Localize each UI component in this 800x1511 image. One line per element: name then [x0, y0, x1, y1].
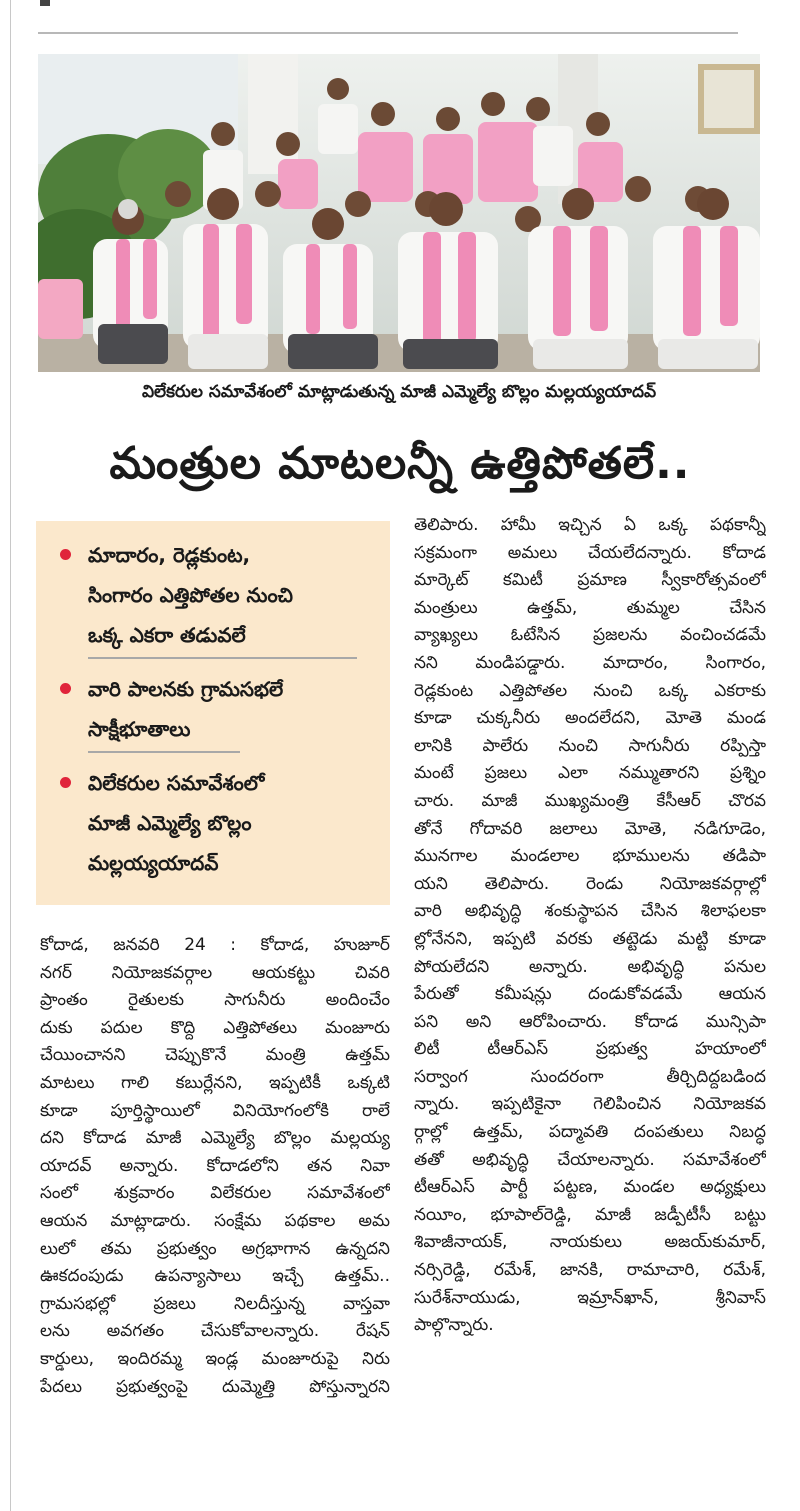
- article-line: గ్రామసభల్లో ప్రజలు నిలదీస్తున్న వాస్తవా: [40, 1293, 390, 1314]
- article-line: న్నారు. ఇప్పటికైనా గెలిపించిన నియోజకవ: [414, 1094, 766, 1115]
- article-line: టీఆర్ఎస్ పార్టీ పట్టణ, మండల అధ్యక్షులు: [414, 1177, 766, 1198]
- article-line: తెలిపారు. హామీ ఇచ్చిన ఏ ఒక్క పథకాన్నీ: [414, 515, 766, 535]
- highlight-item: [48, 535, 380, 659]
- headline: మంత్రుల మాటలన్నీ ఉత్తిపోతలే..: [109, 438, 691, 489]
- article-line: నయీం, భూపాల్‌రెడ్డి, మాజీ జడ్పీటీసీ బట్టు: [414, 1204, 766, 1225]
- article-line: వ్యాఖ్యలు ఓటేసిన ప్రజలను వంచించడమే: [414, 625, 766, 646]
- highlight-line: మల్లయ్యయాదవ్: [88, 851, 219, 875]
- article-line: ల్లోనేనని, ఇప్పటి వరకు తట్టెడు మట్టి కూడా: [414, 928, 766, 949]
- article-line: కూడా చుక్కనీరు అందలేదని, మోతె మండ: [414, 708, 766, 729]
- highlight-item: [48, 763, 380, 883]
- article-line: దని కోదాడ మాజీ ఎమ్మెల్యే బొల్లం మల్లయ్య: [40, 1128, 390, 1149]
- photo-caption: విలేకరుల సమావేశంలో మాట్లాడుతున్న మాజీ ఎమ్మెల్యే బొల్లం మల్లయ్యయాదవ్: [141, 382, 657, 402]
- article-line: కూడా పూర్తిస్థాయిలో వినియోగంలోకి రాలే: [40, 1100, 390, 1121]
- article-line: శివాజీనాయక్, నాయకులు అజయ్‌కుమార్,: [414, 1232, 766, 1253]
- article-line: చేయించానని చెప్పుకొనే మంత్రి ఉత్తమ్: [40, 1045, 390, 1066]
- highlight-divider: [88, 751, 240, 753]
- highlight-item: [48, 669, 380, 753]
- cropped-top-text: [40, 0, 760, 14]
- article-line: నగర్ నియోజకవర్గాల ఆయకట్టు చివరి: [40, 962, 390, 983]
- highlight-line: మాదారం, రెడ్లకుంట,: [88, 543, 251, 567]
- article-line: యని తెలిపారు. రెండు నియోజకవర్గాల్లో: [414, 873, 766, 894]
- article-line: కార్డులు, ఇందిరమ్మ ఇండ్ల మంజూరుపై నిరు: [40, 1348, 390, 1369]
- bullet-icon: [60, 777, 71, 788]
- article-line: నని మండిపడ్డారు. మాదారం, సింగారం,: [414, 652, 766, 673]
- article-line: నర్సిరెడ్డి, రమేశ్, జానకి, రామాచారి, రమేశ్,: [414, 1260, 766, 1281]
- article-line: దుకు పదుల కొద్ది ఎత్తిపోతలు మంజూరు: [40, 1017, 390, 1038]
- article-line: పోయలేదని అన్నారు. అభివృద్ధి పనుల: [414, 956, 766, 977]
- article-line: మంటే ప్రజలు ఎలా నమ్ముతారని ప్రశ్నిం: [414, 763, 766, 784]
- article-column-left: [40, 932, 390, 1401]
- article-line: ఆయన మాట్లాడారు. సంక్షేమ పథకాల అమ: [40, 1210, 390, 1231]
- highlight-line: సాక్షీభూతాలు: [88, 717, 191, 741]
- article-line: లానికి పాలేరు నుంచి సాగునీరు రప్పిస్తా: [414, 735, 766, 756]
- article-line: ప్రాంతం రైతులకు సాగునీరు అందించేం: [40, 990, 390, 1011]
- article-line: వారి అభివృద్ధి శంకుస్థాపన చేసిన శిలాఫలకా: [414, 901, 766, 922]
- article-line: మార్కెట్ కమిటీ ప్రమాణ స్వీకారోత్సవంలో: [414, 570, 766, 591]
- article-line: పేదలు ప్రభుత్వంపై దుమ్మెత్తి పోస్తున్నారని: [40, 1376, 390, 1397]
- article-line: ఊకదంపుడు ఉపన్యాసాలు ఇచ్చే ఉత్తమ్..: [40, 1266, 390, 1287]
- top-divider: [38, 32, 738, 34]
- highlight-line: వారి పాలనకు గ్రామసభలే: [88, 677, 284, 701]
- highlight-line: సింగారం ఎత్తిపోతల నుంచి: [88, 583, 293, 607]
- highlight-divider: [88, 657, 357, 659]
- article-line: సర్వాంగ సుందరంగా తీర్చిదిద్దబడింద: [414, 1066, 766, 1087]
- article-line: లిటీ టీఆర్ఎస్ ప్రభుత్వ హయాంలో: [414, 1039, 766, 1060]
- article-line: తతో అభివృద్ధి చేయాలన్నారు. సమావేశంలో: [414, 1149, 766, 1170]
- article-line: మంత్రులు ఉత్తమ్, తుమ్మల చేసిన: [414, 597, 766, 618]
- bullet-icon: [60, 549, 71, 560]
- page-edge-line: [10, 0, 11, 1511]
- article-line: ర్గాల్లో ఉత్తమ్, పద్మావతి దంపతులు నిబద్ధ: [414, 1122, 766, 1143]
- article-line: తోనే గోదావరి జలాలు మోతె, నడిగూడెం,: [414, 818, 766, 839]
- article-line: యాదవ్ అన్నారు. కోదాడలోని తన నివా: [40, 1155, 390, 1176]
- article-line: సంలో శుక్రవారం విలేకరుల సమావేశంలో: [40, 1183, 390, 1204]
- article-line: పాల్గొన్నారు.: [414, 1315, 494, 1336]
- highlight-line: విలేకరుల సమావేశంలో: [88, 771, 265, 795]
- article-column-right: [414, 512, 766, 1340]
- highlights-box: [36, 521, 390, 905]
- article-line: రెడ్లకుంట ఎత్తిపోతల నుంచి ఒక్క ఎకరాకు: [414, 680, 766, 701]
- article-line: చారు. మాజీ ముఖ్యమంత్రి కేసీఆర్ చొరవ: [414, 790, 766, 811]
- article-line: సక్రమంగా అమలు చేయలేదన్నారు. కోదాడ: [414, 542, 766, 563]
- highlight-line: మాజీ ఎమ్మెల్యే బొల్లం: [88, 811, 252, 835]
- article-line: సురేశ్‌నాయుడు, ఇమ్రాన్‌ఖాన్, శ్రీనివాస్: [414, 1287, 766, 1308]
- article-line: లను అవగతం చేసుకోవాలన్నారు. రేషన్: [40, 1321, 390, 1342]
- article-line: పేరుతో కమీషన్లు దండుకోవడమే ఆయన: [414, 984, 766, 1005]
- article-line: కోదాడ, జనవరి 24 : కోదాడ, హుజూర్: [40, 935, 390, 955]
- news-photo: [38, 54, 760, 372]
- article-line: లులో తమ ప్రభుత్వం అగ్రభాగాన ఉన్నదని: [40, 1238, 390, 1259]
- highlight-line: ఒక్క ఎకరా తడువలే: [88, 623, 246, 647]
- bullet-icon: [60, 683, 71, 694]
- article-line: మునగాల మండలాల భూములను తడిపా: [414, 846, 766, 867]
- article-line: పని అని ఆరోపించారు. కోదాడ మున్సిపా: [414, 1011, 766, 1032]
- article-line: మాటలు గాలి కబుర్లేనని, ఇప్పటికీ ఒక్కటి: [40, 1072, 390, 1093]
